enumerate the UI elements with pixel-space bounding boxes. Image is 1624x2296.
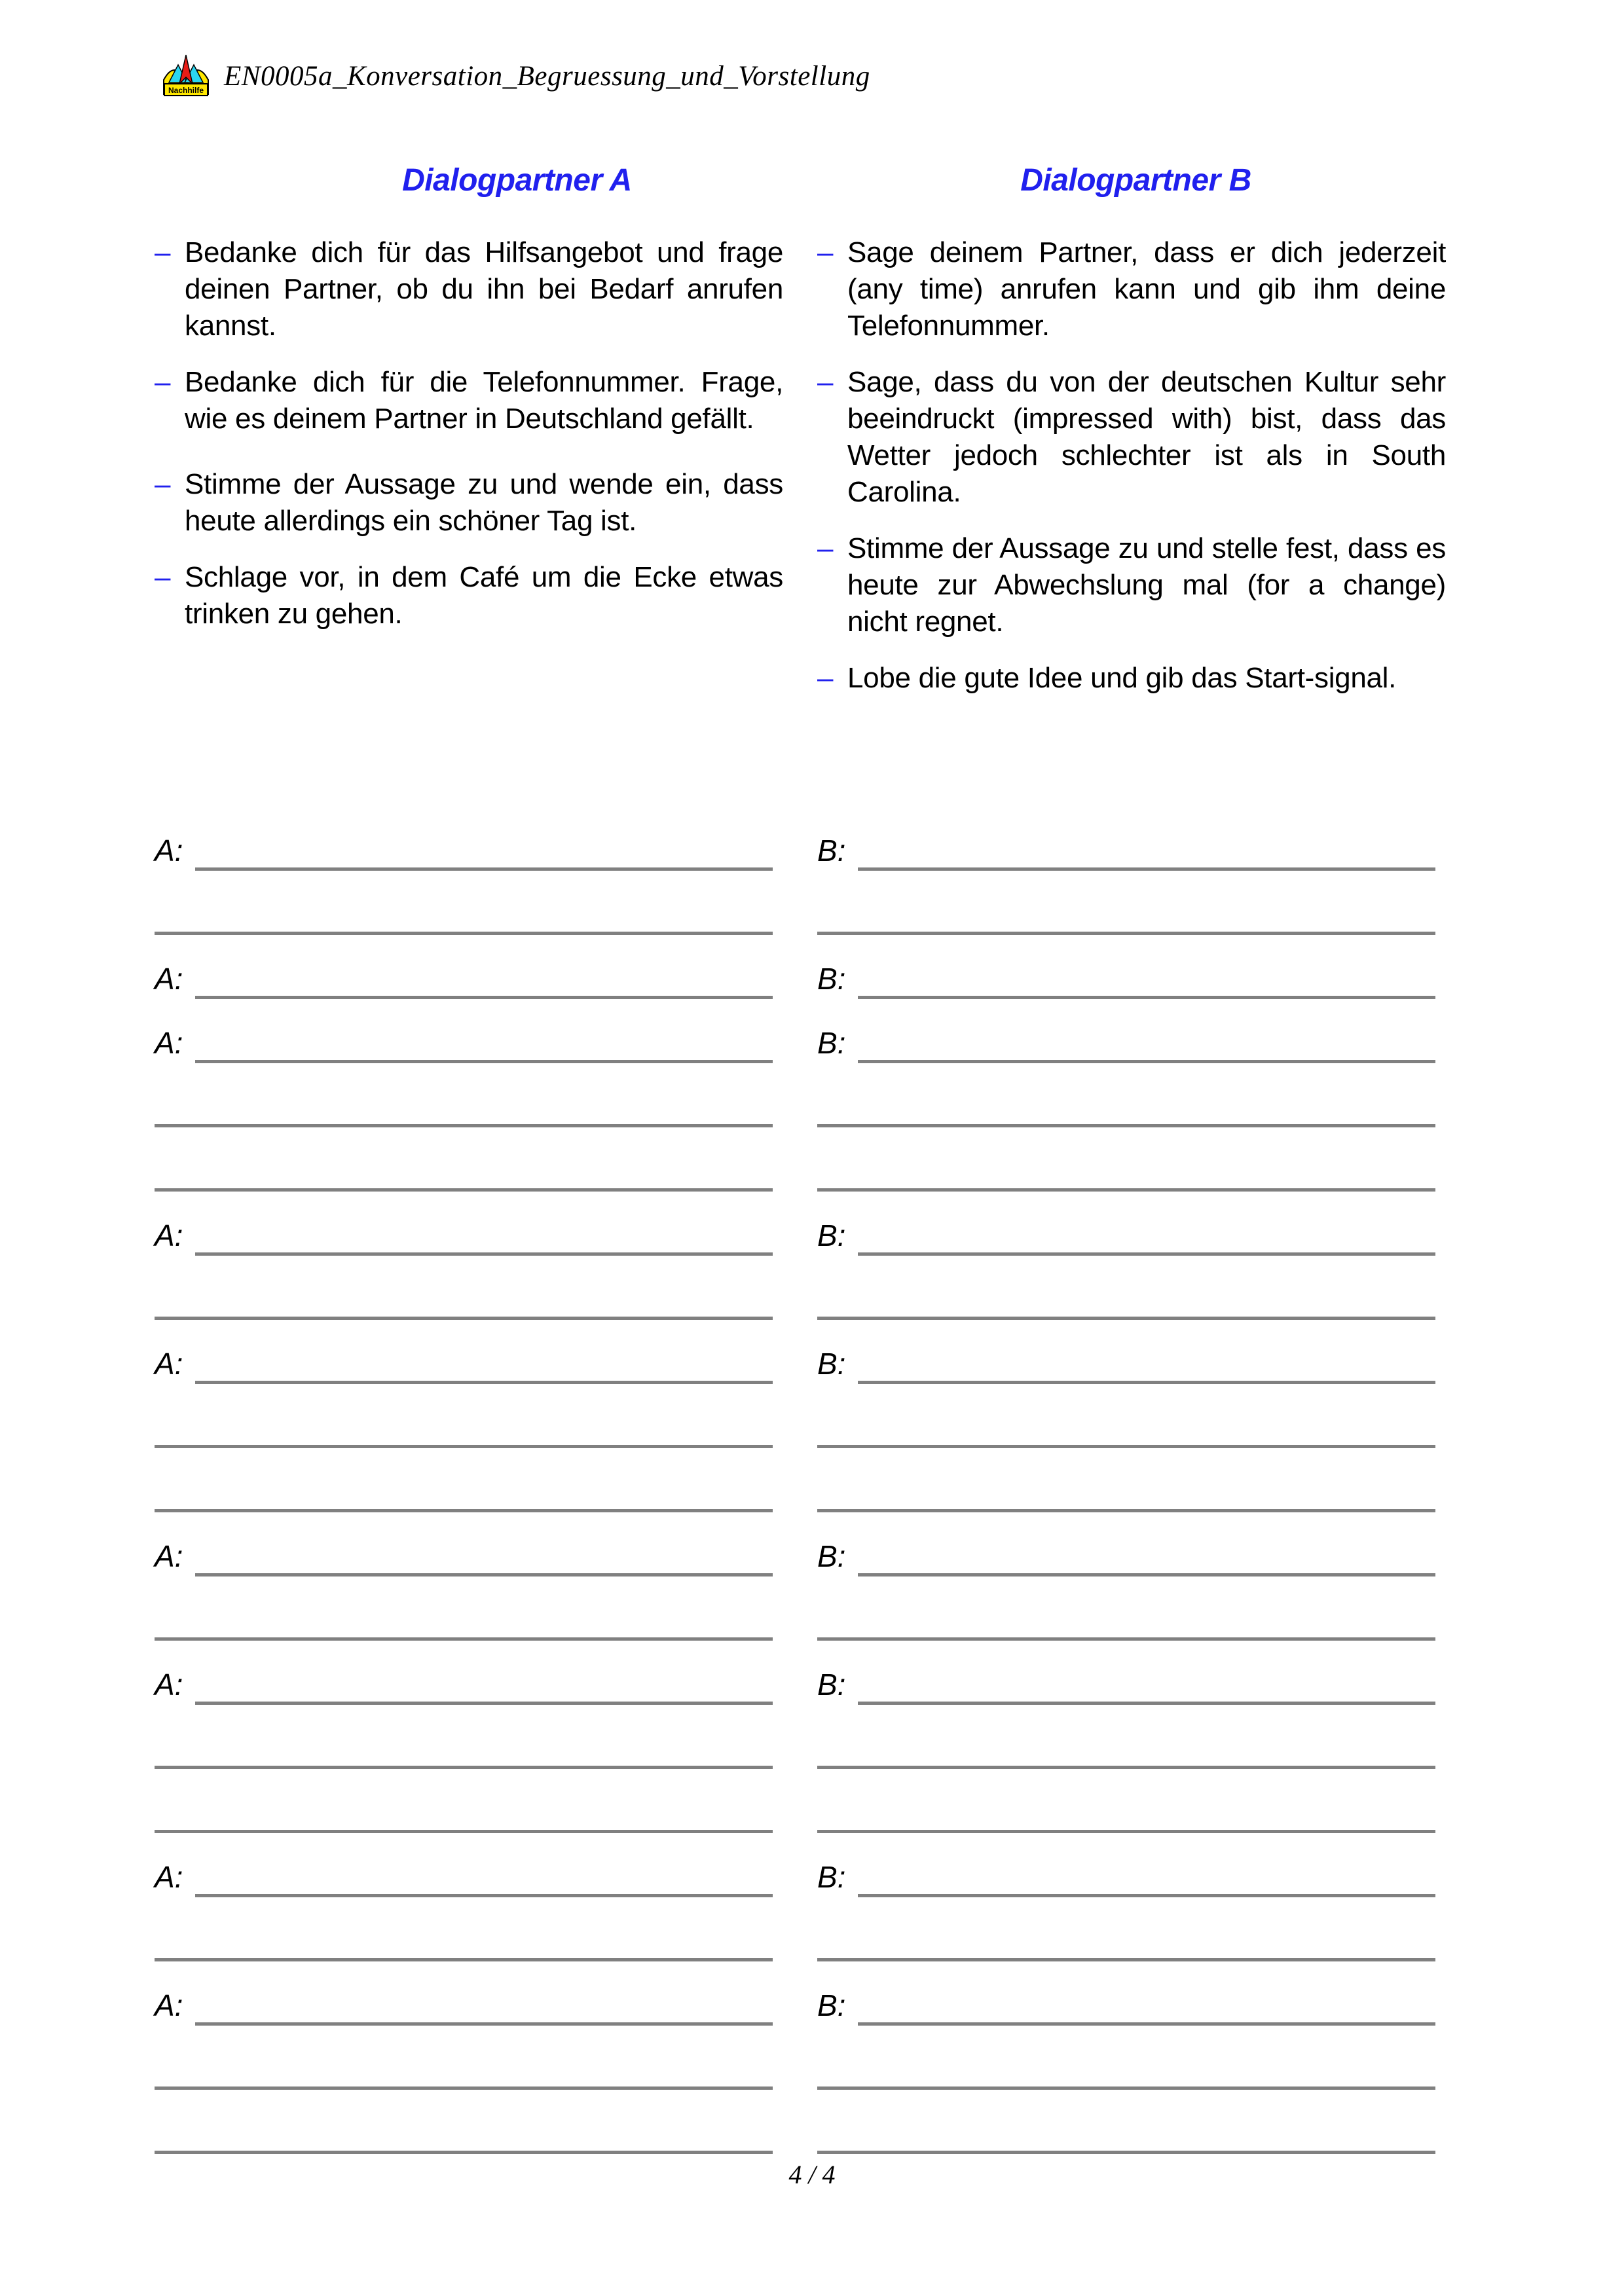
answer-line-a[interactable] <box>155 1127 773 1192</box>
bullet-dash-icon: – <box>817 532 834 564</box>
document-title: EN0005a_Konversation_Begruessung_und_Vorstellung <box>224 60 870 92</box>
answer-line-row <box>0 1641 1624 1705</box>
answer-line-b[interactable] <box>817 999 1435 1063</box>
answer-line-row <box>0 1320 1624 1384</box>
answer-line-row <box>0 999 1624 1063</box>
answer-line-row <box>0 1769 1624 1833</box>
instructions-section <box>155 234 1464 716</box>
answer-line-label-b: B: <box>817 1860 846 1894</box>
answer-line-a[interactable] <box>155 807 773 871</box>
instruction-text: Lobe die gute Idee und gib das Start-signal. <box>847 662 1397 694</box>
instruction-text: Sage deinem Partner, dass er dich jederzeit (any time) anrufen kann und gib ihm deine Telefonnummer. <box>847 236 1446 342</box>
instruction-item <box>155 559 783 632</box>
bullet-dash-icon: – <box>817 662 834 694</box>
instructions-column-a <box>155 234 783 716</box>
answer-line-a[interactable] <box>155 2090 773 2154</box>
answer-line-label-a: A: <box>155 833 183 867</box>
answer-line-rule[interactable] <box>155 2151 773 2154</box>
answer-line-b[interactable] <box>817 1705 1435 1769</box>
answer-line-b[interactable] <box>817 1576 1435 1641</box>
instruction-text: Sage, dass du von der deutschen Kultur sehr beeindruckt (impressed with) bist, dass das Wetter jedoch schlechter ist als in South Carolina. <box>847 366 1446 508</box>
answer-line-a[interactable] <box>155 1641 773 1705</box>
answer-line-row <box>0 1448 1624 1512</box>
answer-line-b[interactable] <box>817 1256 1435 1320</box>
bullet-dash-icon: – <box>817 366 834 398</box>
answer-line-row <box>0 1705 1624 1769</box>
nachhilfe-logo-icon <box>162 54 210 98</box>
page-number-footer: 4 / 4 <box>788 2160 836 2189</box>
answer-line-a[interactable] <box>155 2026 773 2090</box>
answer-line-label-b: B: <box>817 962 846 996</box>
instruction-item <box>817 234 1446 344</box>
answer-line-a[interactable] <box>155 1833 773 1897</box>
answer-line-label-a: A: <box>155 1988 183 2022</box>
answer-line-row <box>0 935 1624 999</box>
answer-line-label-a: A: <box>155 962 183 996</box>
answer-line-b[interactable] <box>817 1512 1435 1576</box>
answer-line-rule[interactable] <box>817 2151 1435 2154</box>
answer-line-row <box>0 1512 1624 1576</box>
answer-line-a[interactable] <box>155 1961 773 2026</box>
answer-line-label-a: A: <box>155 1218 183 1252</box>
answer-line-row <box>0 1256 1624 1320</box>
answer-line-a[interactable] <box>155 1320 773 1384</box>
answer-line-label-b: B: <box>817 1026 846 1060</box>
answer-line-row <box>0 807 1624 871</box>
answer-line-label-a: A: <box>155 1667 183 1702</box>
answer-line-a[interactable] <box>155 1705 773 1769</box>
answer-line-b[interactable] <box>817 1384 1435 1448</box>
instruction-item <box>817 530 1446 640</box>
answer-line-b[interactable] <box>817 1192 1435 1256</box>
answer-line-row <box>0 1961 1624 2026</box>
answer-line-b[interactable] <box>817 2090 1435 2154</box>
heading-dialogpartner-a: Dialogpartner A <box>402 163 632 198</box>
answer-line-label-a: A: <box>155 1860 183 1894</box>
answer-line-row <box>0 2090 1624 2154</box>
answer-line-b[interactable] <box>817 1127 1435 1192</box>
answer-line-a[interactable] <box>155 1576 773 1641</box>
answer-line-row <box>0 2026 1624 2090</box>
answer-line-label-b: B: <box>817 1667 846 1702</box>
answer-lines-section <box>0 807 1624 2155</box>
instruction-item <box>155 364 783 437</box>
answer-line-row <box>0 1576 1624 1641</box>
answer-line-row <box>0 1063 1624 1127</box>
heading-dialogpartner-b: Dialogpartner B <box>1020 163 1251 198</box>
answer-line-a[interactable] <box>155 1063 773 1127</box>
answer-line-b[interactable] <box>817 935 1435 999</box>
answer-line-b[interactable] <box>817 1769 1435 1833</box>
answer-line-a[interactable] <box>155 1897 773 1961</box>
document-header <box>162 54 870 98</box>
answer-line-label-b: B: <box>817 1218 846 1252</box>
answer-line-label-a: A: <box>155 1347 183 1381</box>
instruction-item <box>817 364 1446 511</box>
answer-line-a[interactable] <box>155 1256 773 1320</box>
answer-line-label-a: A: <box>155 1026 183 1060</box>
instructions-column-b <box>817 234 1446 716</box>
answer-line-row <box>0 1384 1624 1448</box>
instruction-text: Stimme der Aussage zu und stelle fest, dass es heute zur Abwechslung mal (for a change) nicht regnet. <box>847 532 1446 638</box>
answer-line-a[interactable] <box>155 999 773 1063</box>
answer-line-a[interactable] <box>155 1192 773 1256</box>
bullet-dash-icon: – <box>155 468 171 500</box>
instruction-item <box>155 234 783 344</box>
answer-line-row <box>0 1127 1624 1192</box>
answer-line-b[interactable] <box>817 1320 1435 1384</box>
instruction-text: Bedanke dich für die Telefonnummer. Frage, wie es deinem Partner in Deutschland gefällt. <box>185 366 783 435</box>
answer-line-b[interactable] <box>817 2026 1435 2090</box>
answer-line-b[interactable] <box>817 871 1435 935</box>
bullet-dash-icon: – <box>817 236 834 268</box>
answer-line-label-b: B: <box>817 833 846 867</box>
bullet-dash-icon: – <box>155 236 171 268</box>
column-headings <box>157 162 1434 198</box>
answer-line-label-b: B: <box>817 1539 846 1573</box>
answer-line-row <box>0 1897 1624 1961</box>
answer-line-row <box>0 1192 1624 1256</box>
answer-line-b[interactable] <box>817 1833 1435 1897</box>
answer-line-b[interactable] <box>817 1641 1435 1705</box>
answer-line-a[interactable] <box>155 871 773 935</box>
answer-line-a[interactable] <box>155 1384 773 1448</box>
answer-line-b[interactable] <box>817 1897 1435 1961</box>
svg-text:Nachhilfe: Nachhilfe <box>168 86 204 95</box>
answer-line-b[interactable] <box>817 807 1435 871</box>
bullet-dash-icon: – <box>155 366 171 398</box>
answer-line-label-a: A: <box>155 1539 183 1573</box>
instruction-item <box>155 466 783 539</box>
answer-line-a[interactable] <box>155 1512 773 1576</box>
answer-line-b[interactable] <box>817 1063 1435 1127</box>
answer-line-a[interactable] <box>155 935 773 999</box>
answer-line-b[interactable] <box>817 1448 1435 1512</box>
answer-line-label-b: B: <box>817 1988 846 2022</box>
answer-line-row <box>0 871 1624 935</box>
instruction-text: Stimme der Aussage zu und wende ein, dass heute allerdings ein schöner Tag ist. <box>185 468 783 537</box>
answer-line-a[interactable] <box>155 1448 773 1512</box>
answer-line-a[interactable] <box>155 1769 773 1833</box>
instruction-text: Schlage vor, in dem Café um die Ecke etwas trinken zu gehen. <box>185 561 783 630</box>
bullet-dash-icon: – <box>155 561 171 593</box>
answer-line-b[interactable] <box>817 1961 1435 2026</box>
instruction-item <box>817 660 1446 697</box>
answer-line-label-b: B: <box>817 1347 846 1381</box>
answer-line-row <box>0 1833 1624 1897</box>
instruction-text: Bedanke dich für das Hilfsangebot und frage deinen Partner, ob du ihn bei Bedarf anrufen kannst. <box>185 236 783 342</box>
